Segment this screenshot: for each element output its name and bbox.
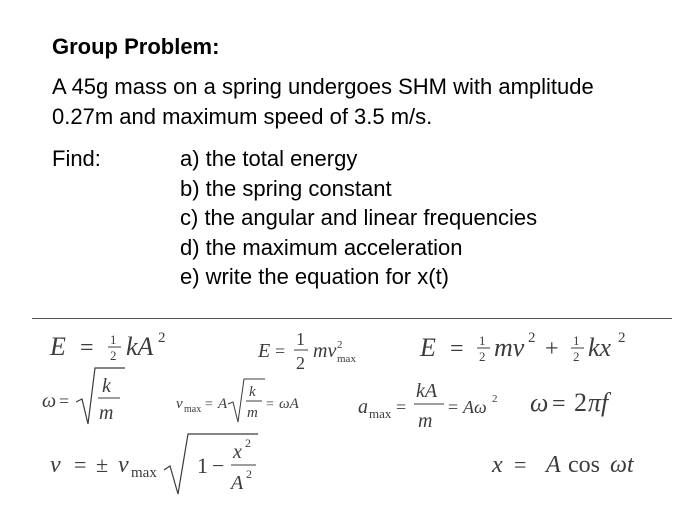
svg-text:2: 2	[618, 330, 626, 346]
svg-text:ω: ω	[42, 390, 57, 412]
find-item: e) write the equation for x(t)	[180, 264, 450, 289]
svg-text:Aω: Aω	[463, 397, 487, 417]
svg-text:−: −	[212, 453, 225, 478]
svg-text:kA: kA	[416, 380, 438, 402]
svg-text:m: m	[418, 410, 433, 432]
svg-text:v: v	[50, 452, 61, 478]
svg-text:ω: ω	[530, 388, 549, 417]
svg-text:±: ±	[96, 452, 109, 477]
svg-text:=: =	[59, 391, 70, 411]
svg-text:mv: mv	[313, 340, 337, 362]
svg-text:1: 1	[573, 333, 580, 348]
equation-position	[491, 452, 635, 478]
svg-text:max: max	[337, 353, 356, 365]
svg-text:1: 1	[197, 453, 208, 478]
svg-text:2: 2	[573, 349, 580, 364]
equation-vmax	[176, 379, 300, 422]
svg-text:a: a	[358, 396, 368, 418]
svg-text:k: k	[102, 375, 111, 397]
svg-text:m: m	[99, 402, 114, 424]
svg-text:2: 2	[296, 353, 305, 373]
svg-text:E: E	[50, 332, 66, 361]
svg-text:2: 2	[110, 348, 117, 363]
svg-text:=: =	[450, 336, 464, 362]
find-item: a) the total energy	[180, 146, 358, 171]
svg-text:=: =	[205, 397, 213, 412]
svg-text:1: 1	[479, 333, 486, 348]
svg-text:1: 1	[110, 332, 117, 347]
svg-text:2: 2	[492, 393, 498, 405]
svg-text:x: x	[492, 452, 503, 478]
svg-text:=: =	[275, 341, 286, 361]
svg-text:2: 2	[246, 467, 252, 481]
svg-text:A: A	[218, 396, 228, 412]
svg-text:v: v	[176, 396, 183, 412]
svg-text:kx: kx	[588, 333, 612, 362]
svg-text:A: A	[231, 472, 244, 494]
svg-text:=: =	[514, 452, 527, 477]
equation-omega-frequency	[530, 388, 612, 417]
equation-velocity	[50, 434, 258, 494]
svg-text:v: v	[118, 452, 129, 478]
svg-text:2: 2	[337, 339, 343, 351]
svg-text:x: x	[233, 441, 242, 463]
svg-text:E: E	[258, 340, 271, 362]
equation-energy-total	[419, 330, 626, 364]
svg-text:=: =	[448, 397, 459, 417]
svg-text:2: 2	[158, 330, 166, 346]
svg-text:2: 2	[479, 349, 486, 364]
svg-text:A: A	[546, 452, 561, 478]
equation-energy-kinetic	[257, 329, 356, 373]
svg-text:=: =	[266, 397, 274, 412]
equation-omega	[42, 368, 125, 424]
find-item: d) the maximum acceleration	[180, 234, 463, 260]
svg-text:ωt: ωt	[610, 452, 634, 478]
problem-statement: A 45g mass on a spring undergoes SHM with amplitude 0.27m and maximum speed of 3.5 m/s.	[52, 74, 594, 129]
svg-text:+: +	[545, 336, 559, 362]
svg-text:kA: kA	[126, 332, 154, 361]
svg-text:=: =	[552, 391, 566, 417]
find-label: Find:	[52, 146, 101, 171]
svg-text:max: max	[131, 465, 157, 481]
svg-text:=: =	[74, 452, 87, 477]
svg-text:=: =	[80, 335, 94, 361]
svg-text:ωA: ωA	[279, 396, 299, 412]
svg-text:2: 2	[574, 388, 587, 417]
svg-text:max: max	[184, 404, 202, 415]
svg-text:=: =	[396, 397, 407, 417]
svg-text:πf: πf	[588, 388, 609, 417]
svg-text:m: m	[247, 405, 258, 421]
svg-text:E: E	[420, 333, 436, 362]
equation-amax	[358, 380, 498, 432]
svg-text:mv: mv	[494, 333, 525, 362]
svg-text:k: k	[249, 384, 256, 400]
find-item: b) the spring constant	[180, 175, 392, 201]
equation-energy-potential	[49, 330, 166, 363]
slide-title: Group Problem:	[52, 34, 220, 59]
svg-text:1: 1	[296, 329, 305, 349]
svg-text:2: 2	[528, 330, 536, 346]
svg-text:cos: cos	[568, 452, 600, 478]
svg-text:max: max	[369, 406, 392, 421]
svg-text:2: 2	[245, 436, 251, 450]
find-item: c) the angular and linear frequencies	[180, 205, 538, 230]
